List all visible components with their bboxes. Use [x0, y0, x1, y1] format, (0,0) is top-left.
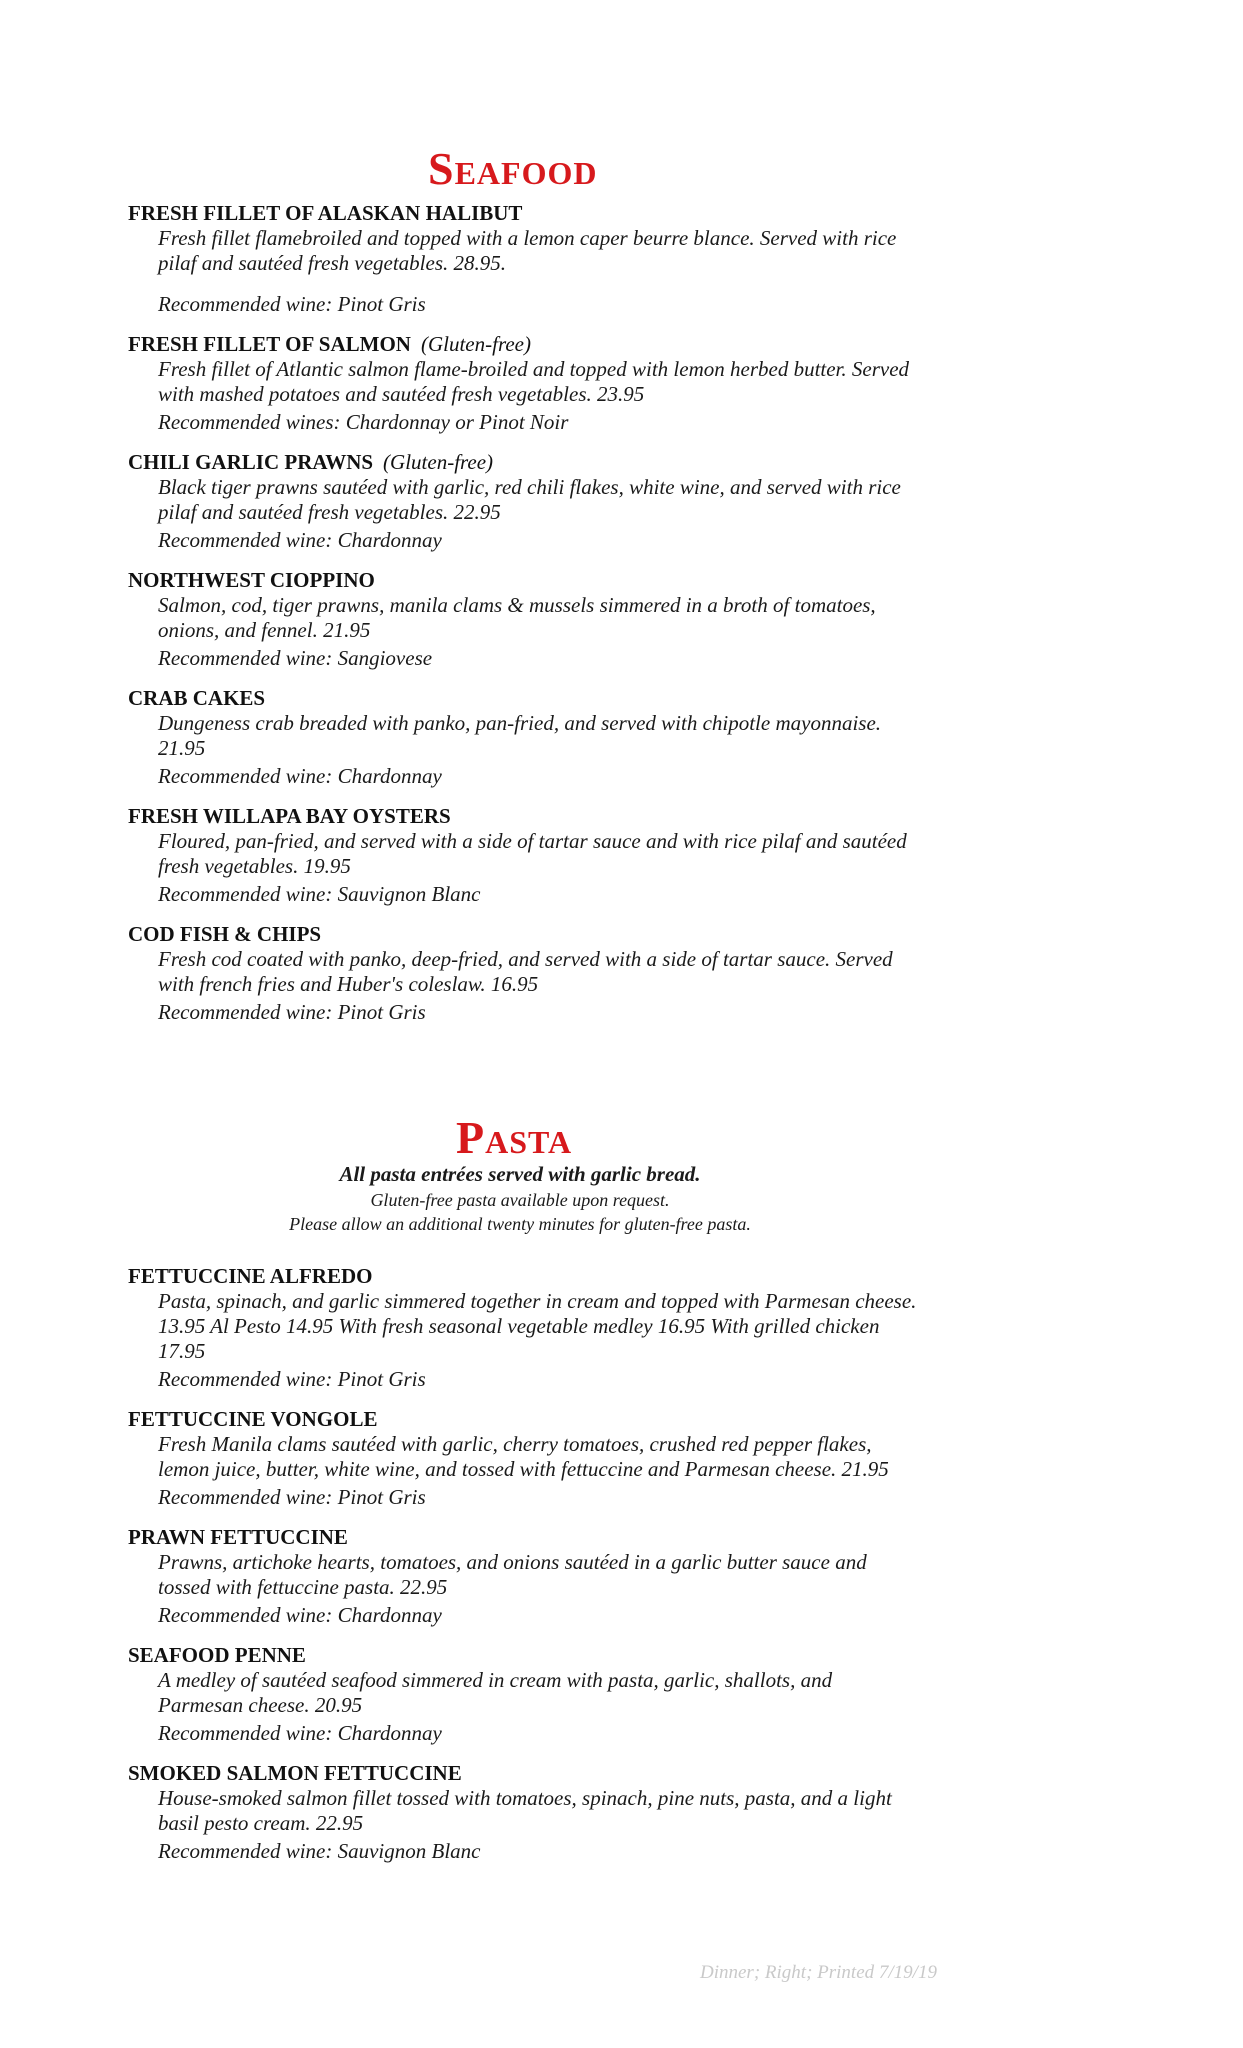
menu-item-smoked-salmon-fettuccine: [128, 1760, 948, 1864]
item-wine: Recommended wine: Chardonnay: [158, 528, 442, 552]
menu-item-chili-garlic-prawns: [128, 449, 948, 553]
seafood-section-title: Seafood: [428, 143, 598, 194]
item-description: Fresh fillet flamebroiled and topped with a lemon caper beurre blance. Served with rice pilaf and sautéed fresh vegetables. 28.95.: [158, 226, 897, 275]
item-name: [128, 803, 948, 829]
item-wine: Recommended wine: Pinot Gris: [158, 1485, 426, 1509]
item-wine: Recommended wine: Chardonnay: [158, 1603, 442, 1627]
menu-item-oysters: [128, 803, 948, 907]
item-wine: Recommended wine: Sauvignon Blanc: [158, 882, 481, 906]
item-description: Floured, pan-fried, and served with a side of tartar sauce and with rice pilaf and sautéed fresh vegetables. 19.95: [158, 829, 907, 878]
menu-item-prawn-fettuccine: [128, 1524, 948, 1628]
menu-item-cioppino: [128, 567, 948, 671]
gluten-free-tag: (Gluten-free): [383, 450, 494, 474]
item-wine: Recommended wine: Sauvignon Blanc: [158, 1839, 481, 1863]
print-footer: Dinner; Right; Printed 7/19/19: [700, 1962, 937, 1983]
item-wine: Recommended wines: Chardonnay or Pinot Noir: [158, 410, 569, 434]
item-description: Fresh Manila clams sautéed with garlic, cherry tomatoes, crushed red pepper flakes, lemon juice, butter, white wine, and tossed with fettuccine and Parmesan cheese. 21.95: [158, 1432, 889, 1481]
item-wine: Recommended wine: Pinot Gris: [158, 1367, 426, 1391]
item-name-text: FRESH FILLET OF SALMON: [128, 332, 411, 356]
item-name-text: CHILI GARLIC PRAWNS: [128, 450, 374, 474]
pasta-section-title: Pasta: [456, 1112, 573, 1163]
item-description: Dungeness crab breaded with panko, pan-fried, and served with chipotle mayonnaise. 21.95: [158, 711, 882, 760]
item-name: [128, 1642, 948, 1668]
item-name: [128, 200, 948, 226]
item-description: Pasta, spinach, and garlic simmered together in cream and topped with Parmesan cheese. 13.95 Al Pesto 14.95 With fresh seasonal vegetable medley 16.95 With grilled chicken 17.95: [158, 1289, 917, 1363]
menu-item-halibut: [128, 200, 948, 317]
item-name: [128, 685, 948, 711]
item-name-text: FETTUCCINE ALFREDO: [128, 1264, 373, 1288]
pasta-note-gluten-free: Gluten-free pasta available upon request.: [370, 1190, 670, 1210]
item-description: Fresh cod coated with panko, deep-fried, and served with a side of tartar sauce. Served with french fries and Huber's coleslaw. 16.95: [158, 947, 893, 996]
item-wine: Recommended wine: Chardonnay: [158, 764, 442, 788]
item-description: Black tiger prawns sautéed with garlic, red chili flakes, white wine, and served with rice pilaf and sautéed fresh vegetables. 22.95: [158, 475, 901, 524]
item-description: Prawns, artichoke hearts, tomatoes, and onions sautéed in a garlic butter sauce and tossed with fettuccine pasta. 22.95: [158, 1550, 867, 1599]
item-name: [128, 1524, 948, 1550]
item-name-text: PRAWN FETTUCCINE: [128, 1525, 348, 1549]
item-wine: Recommended wine: Pinot Gris: [158, 292, 426, 316]
menu-item-seafood-penne: [128, 1642, 948, 1746]
item-description: A medley of sautéed seafood simmered in cream with pasta, garlic, shallots, and Parmesan cheese. 20.95: [158, 1668, 833, 1717]
pasta-note-garlic-bread: All pasta entrées served with garlic bread.: [339, 1162, 701, 1186]
item-name-text: SEAFOOD PENNE: [128, 1643, 306, 1667]
item-name: [128, 331, 948, 357]
item-name-text: FRESH WILLAPA BAY OYSTERS: [128, 804, 451, 828]
item-name: [128, 1263, 948, 1289]
item-name: [128, 921, 948, 947]
pasta-item-list: [128, 1263, 948, 1878]
item-description: Fresh fillet of Atlantic salmon flame-broiled and topped with lemon herbed butter. Served with mashed potatoes and sautéed fresh vegetables. 23.95: [158, 357, 910, 406]
item-description: House-smoked salmon fillet tossed with tomatoes, spinach, pine nuts, pasta, and a light basil pesto cream. 22.95: [158, 1786, 892, 1835]
item-name: [128, 1406, 948, 1432]
item-name-text: FRESH FILLET OF ALASKAN HALIBUT: [128, 201, 523, 225]
item-name: [128, 1760, 948, 1786]
item-name: [128, 567, 948, 593]
item-name-text: COD FISH & CHIPS: [128, 922, 322, 946]
menu-item-fettuccine-alfredo: [128, 1263, 948, 1392]
item-name: [128, 449, 948, 475]
item-wine: Recommended wine: Pinot Gris: [158, 1000, 426, 1024]
item-name-text: NORTHWEST CIOPPINO: [128, 568, 375, 592]
item-wine: Recommended wine: Sangiovese: [158, 646, 433, 670]
item-name-text: FETTUCCINE VONGOLE: [128, 1407, 378, 1431]
menu-item-fettuccine-vongole: [128, 1406, 948, 1510]
item-name-text: SMOKED SALMON FETTUCCINE: [128, 1761, 462, 1785]
item-name-text: CRAB CAKES: [128, 686, 266, 710]
pasta-note-wait-time: Please allow an additional twenty minutes for gluten-free pasta.: [289, 1214, 751, 1234]
item-wine: Recommended wine: Chardonnay: [158, 1721, 442, 1745]
pasta-notes: [180, 1160, 860, 1236]
menu-item-crab-cakes: [128, 685, 948, 789]
menu-item-fish-and-chips: [128, 921, 948, 1025]
menu-item-salmon: [128, 331, 948, 435]
gluten-free-tag: (Gluten-free): [420, 332, 531, 356]
item-description: Salmon, cod, tiger prawns, manila clams & mussels simmered in a broth of tomatoes, onions, and fennel. 21.95: [158, 593, 876, 642]
seafood-item-list: [128, 200, 948, 1039]
